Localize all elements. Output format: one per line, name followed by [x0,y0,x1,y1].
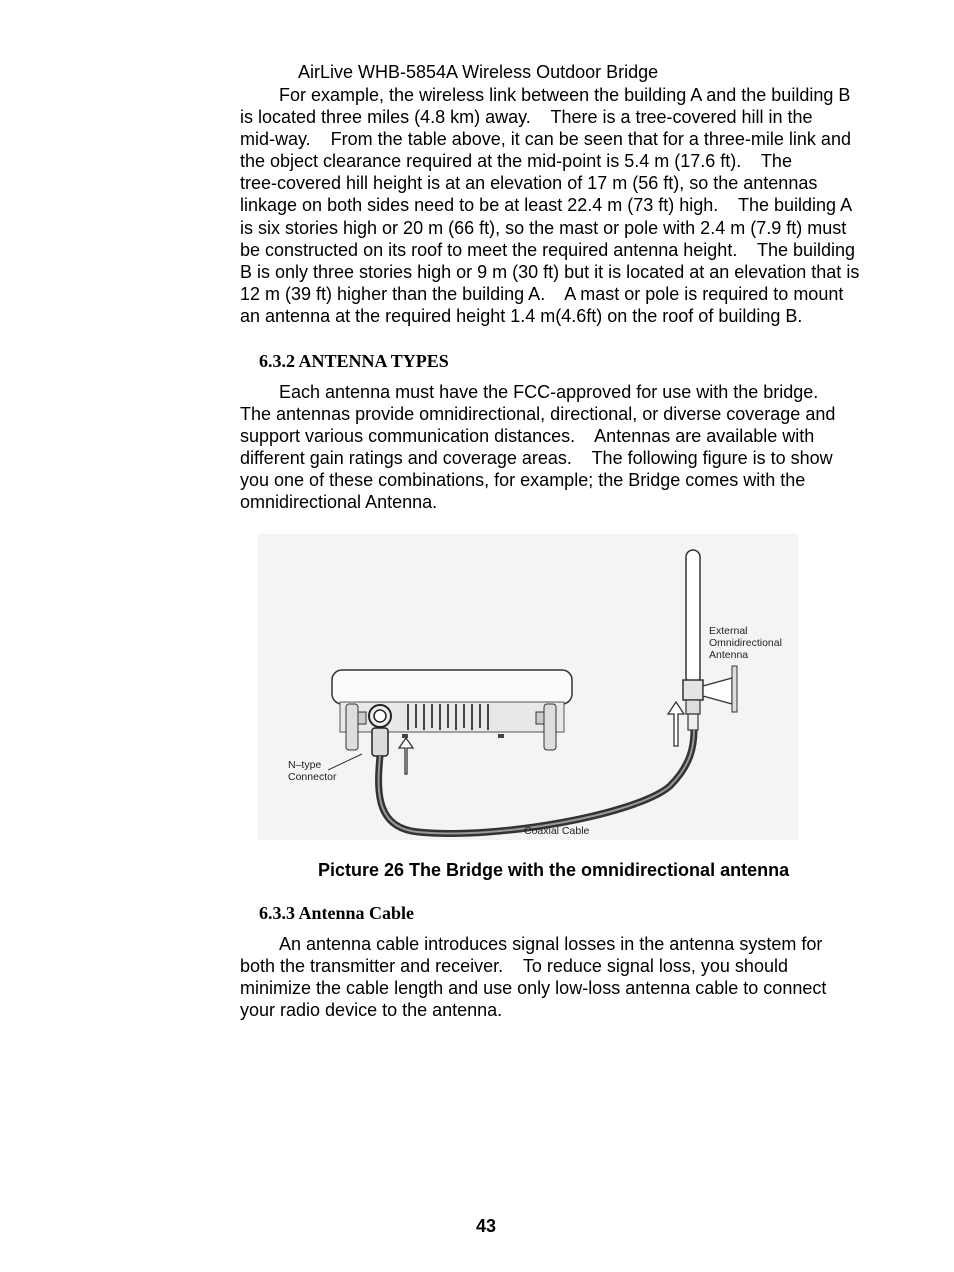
paragraph-link-example [240,84,900,327]
bridge-antenna-illustration [258,534,798,840]
label-antenna-line2: Omnidirectional [709,637,782,649]
text-line: An antenna cable introduces signal losses in the antenna system for [279,934,823,954]
paragraph-antenna-cable [240,933,900,1021]
bridge-antenna-figure [258,534,798,840]
text-line: different gain ratings and coverage areas. The following figure is to show [240,448,833,469]
text-line: the object clearance required at the mid-point is 5.4 m (17.6 ft). The [240,151,792,172]
page-number: 43 [476,1216,497,1236]
label-connector-line2: Connector [288,771,337,783]
text-line: is located three miles (4.8 km) away. There is a tree-covered hill in the [240,107,813,128]
text-line: Each antenna must have the FCC-approved for use with the bridge. [279,382,819,402]
text-line: both the transmitter and receiver. To reduce signal loss, you should [240,956,788,977]
section-heading-antenna-types: 6.3.2 ANTENNA TYPES [259,351,449,371]
section-heading-antenna-cable: 6.3.3 Antenna Cable [259,903,415,923]
text-line: omnidirectional Antenna. [240,492,438,513]
label-coaxial-cable: Coaxial Cable [524,825,590,837]
text-line: B is only three stories high or 9 m (30 ft) but it is located at an elevation that is [240,261,860,282]
figure-caption: Picture 26 The Bridge with the omnidirectional antenna [318,860,790,880]
label-connector-line1: N–type [288,759,322,771]
running-header: AirLive WHB-5854A Wireless Outdoor Bridge [298,62,659,82]
label-antenna-line3: Antenna [709,649,749,661]
text-line: The antennas provide omnidirectional, directional, or diverse coverage and [240,404,836,425]
text-line: For example, the wireless link between the building A and the building B [279,85,851,105]
text-line: an antenna at the required height 1.4 m(4.6ft) on the roof of building B. [240,305,803,326]
text-line: be constructed on its roof to meet the required antenna height. The building [240,239,856,260]
text-line: you one of these combinations, for example; the Bridge comes with the [240,470,806,491]
text-line: tree-covered hill height is at an elevation of 17 m (56 ft), so the antennas [240,173,818,194]
text-line: your radio device to the antenna. [240,1000,503,1021]
text-line: linkage on both sides need to be at least 22.4 m (73 ft) high. The building A [240,195,853,216]
text-line: is six stories high or 20 m (66 ft), so the mast or pole with 2.4 m (7.9 ft) must [240,217,847,238]
text-line: minimize the cable length and use only low-loss antenna cable to connect [240,978,827,999]
paragraph-antenna-types [240,381,900,514]
text-line: 12 m (39 ft) higher than the building A. A mast or pole is required to mount [240,283,844,304]
text-line: support various communication distances. Antennas are available with [240,426,815,447]
label-antenna-line1: External [709,625,748,637]
text-line: mid-way. From the table above, it can be seen that for a three-mile link and [240,129,851,150]
